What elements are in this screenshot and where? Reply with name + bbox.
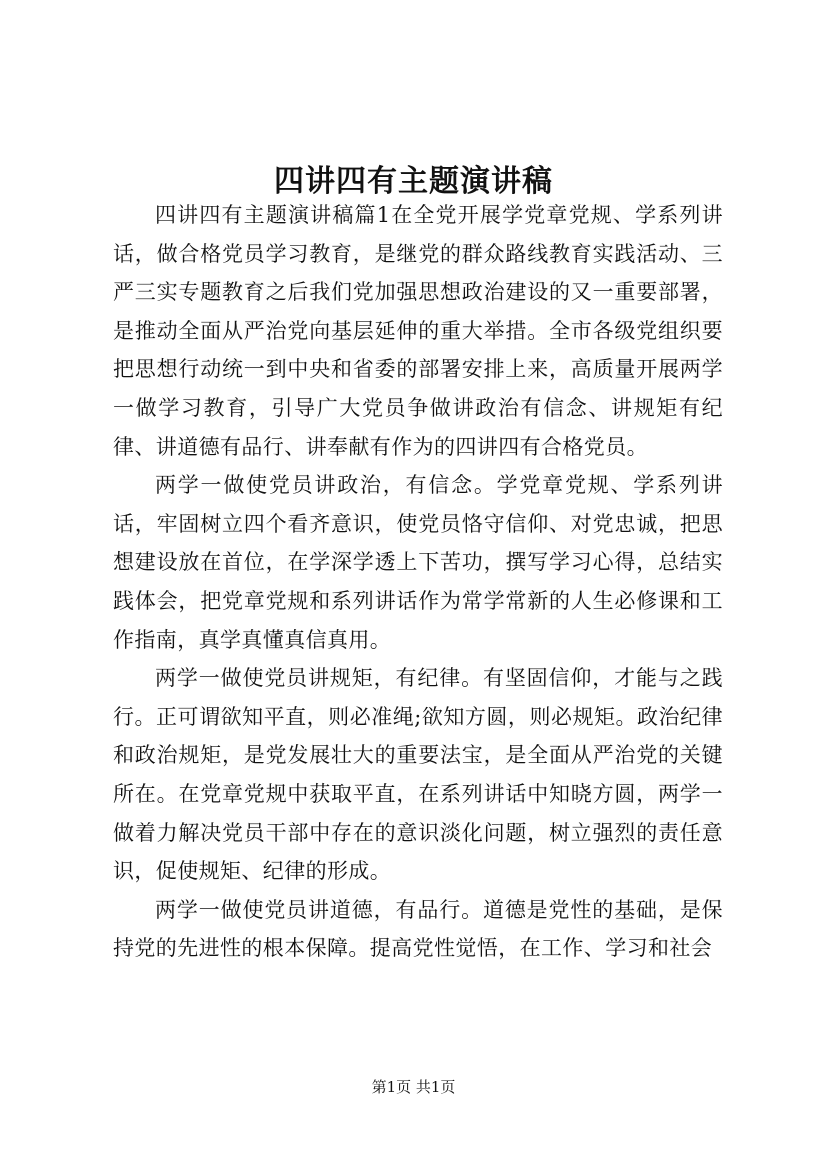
paragraph-4: 两学一做使党员讲道德，有品行。道德是党性的基础，是保持党的先进性的根本保障。提高党性觉悟，在工作、学习和社会 — [113, 897, 723, 961]
paragraph-3: 两学一做使党员讲规矩，有纪律。有坚固信仰，才能与之践行。正可谓欲知平直，则必准绳;欲知方圆，则必规矩。政治纪律和政治规矩，是党发展壮大的重要法宝，是全面从严治党的关键所在。在党章党规中获取平直，在系列讲话中知晓方圆，两学一做着力解决党员干部中存在的意识淡化问题，树立强烈的责任意识，促使规矩、纪律的形成。 — [113, 666, 723, 884]
paragraph-2: 两学一做使党员讲政治，有信念。学党章党规、学系列讲话，牢固树立四个看齐意识，使党员恪守信仰、对党忠诚，把思想建设放在首位，在学深学透上下苦功，撰写学习心得，总结实践体会，把党章党规和系列讲话作为常学常新的人生必修课和工作指南，真学真懂真信真用。 — [113, 473, 723, 652]
document-title: 四讲四有主题演讲稿 — [274, 164, 553, 200]
page-footer: 第1页 共1页 — [371, 1078, 456, 1096]
document-body — [113, 196, 723, 968]
paragraph-1: 四讲四有主题演讲稿篇1在全党开展学党章党规、学系列讲话，做合格党员学习教育，是继党的群众路线教育实践活动、三严三实专题教育之后我们党加强思想政治建设的又一重要部署，是推动全面从严治党向基层延伸的重大举措。全市各级党组织要把思想行动统一到中央和省委的部署安排上来，高质量开展两学一做学习教育，引导广大党员争做讲政治有信念、讲规矩有纪律、讲道德有品行、讲奉献有作为的四讲四有合格党员。 — [113, 203, 723, 459]
